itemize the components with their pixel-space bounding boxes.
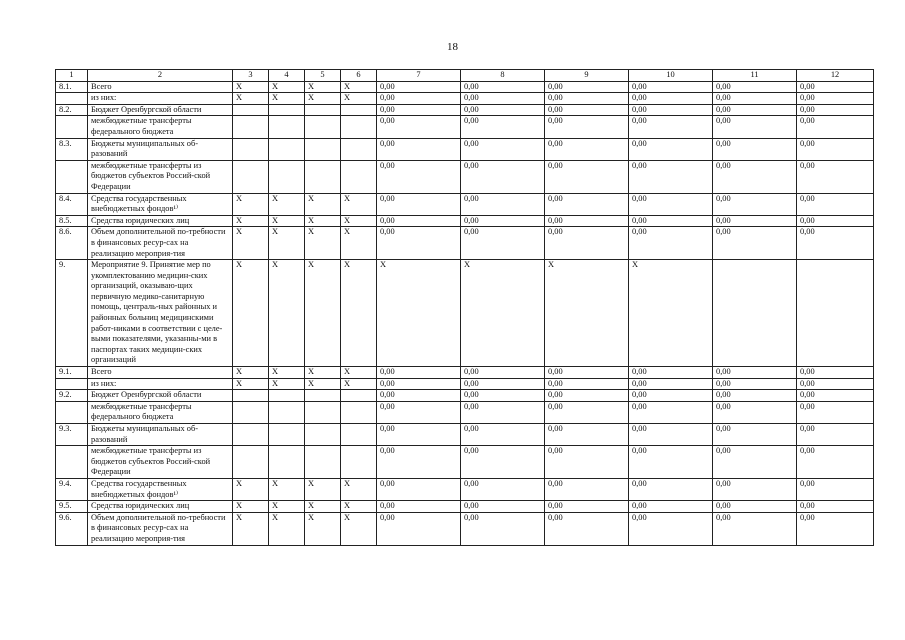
amount-cell: 0,00 (713, 512, 797, 545)
row-number-cell (56, 401, 88, 423)
row-label-cell: из них: (88, 378, 233, 390)
amount-cell: 0,00 (461, 116, 545, 138)
amount-cell: 0,00 (545, 401, 629, 423)
amount-cell: 0,00 (797, 390, 874, 402)
marker-cell: X (341, 81, 377, 93)
amount-cell: 0,00 (713, 378, 797, 390)
table-row (56, 215, 874, 227)
marker-cell: X (305, 81, 341, 93)
table-row (56, 390, 874, 402)
amount-cell: 0,00 (629, 93, 713, 105)
amount-cell: 0,00 (377, 215, 461, 227)
amount-cell: 0,00 (377, 193, 461, 215)
row-number-cell: 9.6. (56, 512, 88, 545)
amount-cell: 0,00 (545, 81, 629, 93)
row-label-cell: из них: (88, 93, 233, 105)
row-number-cell (56, 93, 88, 105)
marker-cell (341, 390, 377, 402)
amount-cell: 0,00 (461, 512, 545, 545)
amount-cell: 0,00 (713, 401, 797, 423)
marker-cell: X (269, 478, 305, 500)
amount-cell: 0,00 (713, 104, 797, 116)
amount-cell: 0,00 (545, 512, 629, 545)
row-number-cell: 9. (56, 260, 88, 367)
amount-cell: 0,00 (377, 138, 461, 160)
row-label-cell: межбюджетные трансферты из бюджетов субъектов Россий-ской Федерации (88, 446, 233, 479)
row-number-cell: 9.1. (56, 367, 88, 379)
amount-cell: 0,00 (461, 401, 545, 423)
amount-cell: 0,00 (713, 227, 797, 260)
marker-cell: X (269, 378, 305, 390)
amount-cell: 0,00 (377, 367, 461, 379)
amount-cell: 0,00 (797, 227, 874, 260)
marker-cell: X (233, 512, 269, 545)
marker-cell (305, 116, 341, 138)
amount-cell: 0,00 (629, 401, 713, 423)
amount-cell: 0,00 (545, 478, 629, 500)
amount-cell: 0,00 (461, 446, 545, 479)
amount-cell: 0,00 (629, 478, 713, 500)
row-label-cell: межбюджетные трансферты из бюджетов субъектов Россий-ской Федерации (88, 160, 233, 193)
amount-cell: 0,00 (629, 378, 713, 390)
amount-cell: 0,00 (629, 116, 713, 138)
row-number-cell: 8.4. (56, 193, 88, 215)
row-label-cell: Мероприятие 9. Принятие мер по укомплектованию медицин-ских организаций, оказываю-щих первичную медико-санитарную помощь, централь-ных районных и районных больниц медицинскими работ-никами в соответствии с целе-выми показателями, указанны-ми в паспортах таких медицин-ских организаций (88, 260, 233, 367)
amount-cell: X (377, 260, 461, 367)
amount-cell: 0,00 (545, 193, 629, 215)
marker-cell: X (269, 260, 305, 367)
table-row (56, 160, 874, 193)
marker-cell (341, 138, 377, 160)
amount-cell: 0,00 (545, 378, 629, 390)
row-label-cell: Бюджеты муниципальных об-разований (88, 424, 233, 446)
marker-cell: X (305, 215, 341, 227)
amount-cell: 0,00 (545, 424, 629, 446)
column-number: 11 (713, 70, 797, 82)
marker-cell (305, 160, 341, 193)
amount-cell: 0,00 (377, 390, 461, 402)
table-body (56, 70, 874, 546)
marker-cell (341, 446, 377, 479)
row-number-cell: 9.5. (56, 501, 88, 513)
marker-cell: X (269, 512, 305, 545)
marker-cell: X (305, 478, 341, 500)
amount-cell: 0,00 (461, 227, 545, 260)
amount-cell: 0,00 (461, 424, 545, 446)
column-number: 8 (461, 70, 545, 82)
marker-cell (269, 160, 305, 193)
amount-cell: 0,00 (461, 93, 545, 105)
marker-cell (233, 116, 269, 138)
marker-cell (269, 446, 305, 479)
table-row (56, 193, 874, 215)
amount-cell: 0,00 (797, 424, 874, 446)
row-label-cell: межбюджетные трансферты федерального бюджета (88, 116, 233, 138)
row-label-cell: Средства юридических лиц (88, 501, 233, 513)
marker-cell: X (269, 81, 305, 93)
amount-cell: 0,00 (461, 81, 545, 93)
marker-cell: X (341, 227, 377, 260)
amount-cell: 0,00 (797, 478, 874, 500)
marker-cell (233, 104, 269, 116)
amount-cell: 0,00 (461, 367, 545, 379)
table-row (56, 227, 874, 260)
amount-cell: 0,00 (629, 81, 713, 93)
row-number-cell: 8.2. (56, 104, 88, 116)
row-number-cell (56, 116, 88, 138)
marker-cell: X (341, 501, 377, 513)
amount-cell: 0,00 (629, 501, 713, 513)
marker-cell (269, 104, 305, 116)
marker-cell: X (341, 378, 377, 390)
amount-cell: 0,00 (797, 116, 874, 138)
column-number-row (56, 70, 874, 82)
amount-cell: 0,00 (629, 104, 713, 116)
marker-cell (269, 401, 305, 423)
page-number: 18 (447, 41, 458, 53)
amount-cell: 0,00 (797, 138, 874, 160)
amount-cell: 0,00 (713, 367, 797, 379)
marker-cell: X (233, 227, 269, 260)
table-row (56, 81, 874, 93)
marker-cell (341, 104, 377, 116)
table-row (56, 512, 874, 545)
marker-cell (269, 138, 305, 160)
marker-cell: X (269, 227, 305, 260)
marker-cell (269, 390, 305, 402)
amount-cell: 0,00 (545, 227, 629, 260)
marker-cell: X (269, 215, 305, 227)
marker-cell (269, 424, 305, 446)
amount-cell: 0,00 (797, 160, 874, 193)
marker-cell: X (341, 367, 377, 379)
marker-cell (305, 138, 341, 160)
amount-cell: 0,00 (713, 81, 797, 93)
marker-cell: X (341, 215, 377, 227)
column-number: 5 (305, 70, 341, 82)
amount-cell: 0,00 (377, 116, 461, 138)
marker-cell (341, 401, 377, 423)
marker-cell: X (233, 260, 269, 367)
marker-cell (233, 401, 269, 423)
amount-cell: 0,00 (713, 116, 797, 138)
marker-cell: X (233, 478, 269, 500)
amount-cell: 0,00 (713, 160, 797, 193)
amount-cell: 0,00 (713, 390, 797, 402)
marker-cell: X (233, 501, 269, 513)
row-number-cell: 8.3. (56, 138, 88, 160)
row-label-cell: межбюджетные трансферты федерального бюджета (88, 401, 233, 423)
marker-cell: X (341, 478, 377, 500)
marker-cell: X (233, 81, 269, 93)
amount-cell: 0,00 (377, 512, 461, 545)
row-label-cell: Средства юридических лиц (88, 215, 233, 227)
amount-cell: 0,00 (629, 160, 713, 193)
amount-cell: 0,00 (797, 93, 874, 105)
marker-cell (305, 424, 341, 446)
table-row (56, 478, 874, 500)
column-number: 9 (545, 70, 629, 82)
marker-cell (269, 116, 305, 138)
row-number-cell: 9.3. (56, 424, 88, 446)
marker-cell (233, 446, 269, 479)
amount-cell: 0,00 (461, 390, 545, 402)
amount-cell: 0,00 (377, 227, 461, 260)
amount-cell: 0,00 (713, 446, 797, 479)
row-number-cell: 8.1. (56, 81, 88, 93)
amount-cell: 0,00 (461, 160, 545, 193)
table-row (56, 446, 874, 479)
amount-cell: 0,00 (545, 390, 629, 402)
amount-cell: 0,00 (545, 446, 629, 479)
amount-cell: 0,00 (713, 424, 797, 446)
marker-cell (233, 424, 269, 446)
amount-cell: X (545, 260, 629, 367)
row-label-cell: Всего (88, 81, 233, 93)
column-number: 6 (341, 70, 377, 82)
amount-cell: 0,00 (797, 446, 874, 479)
amount-cell: 0,00 (713, 215, 797, 227)
marker-cell: X (341, 193, 377, 215)
row-label-cell: Бюджет Оренбургской области (88, 390, 233, 402)
column-number: 10 (629, 70, 713, 82)
row-number-cell: 8.6. (56, 227, 88, 260)
amount-cell: 0,00 (629, 424, 713, 446)
amount-cell: 0,00 (797, 401, 874, 423)
marker-cell: X (269, 193, 305, 215)
column-number: 7 (377, 70, 461, 82)
amount-cell: 0,00 (629, 446, 713, 479)
amount-cell: 0,00 (461, 138, 545, 160)
marker-cell: X (233, 193, 269, 215)
marker-cell: X (233, 215, 269, 227)
marker-cell (305, 390, 341, 402)
amount-cell: 0,00 (377, 446, 461, 479)
amount-cell: 0,00 (629, 390, 713, 402)
amount-cell: 0,00 (797, 367, 874, 379)
amount-cell: 0,00 (797, 81, 874, 93)
amount-cell: 0,00 (461, 104, 545, 116)
marker-cell: X (305, 512, 341, 545)
column-number: 1 (56, 70, 88, 82)
amount-cell: 0,00 (797, 512, 874, 545)
marker-cell (233, 390, 269, 402)
table-row (56, 260, 874, 367)
amount-cell: 0,00 (545, 215, 629, 227)
marker-cell: X (341, 93, 377, 105)
marker-cell: X (233, 367, 269, 379)
amount-cell: 0,00 (797, 104, 874, 116)
marker-cell: X (269, 501, 305, 513)
amount-cell: 0,00 (629, 367, 713, 379)
amount-cell: 0,00 (377, 160, 461, 193)
budget-table (55, 69, 874, 546)
marker-cell: X (341, 260, 377, 367)
amount-cell: 0,00 (545, 104, 629, 116)
row-label-cell: Средства государственных внебюджетных фондов¹⁾ (88, 193, 233, 215)
row-label-cell: Средства государственных внебюджетных фондов¹⁾ (88, 478, 233, 500)
marker-cell: X (233, 378, 269, 390)
row-label-cell: Всего (88, 367, 233, 379)
amount-cell: 0,00 (461, 193, 545, 215)
row-number-cell (56, 378, 88, 390)
row-number-cell: 9.4. (56, 478, 88, 500)
marker-cell: X (305, 93, 341, 105)
row-number-cell (56, 446, 88, 479)
amount-cell: 0,00 (797, 215, 874, 227)
table-row (56, 116, 874, 138)
row-label-cell: Объем дополнительной по-требности в финансовых ресур-сах на реализацию мероприя-тия (88, 512, 233, 545)
amount-cell: 0,00 (377, 104, 461, 116)
marker-cell: X (305, 501, 341, 513)
row-number-cell: 8.5. (56, 215, 88, 227)
amount-cell: X (461, 260, 545, 367)
marker-cell: X (305, 193, 341, 215)
column-number: 12 (797, 70, 874, 82)
amount-cell: 0,00 (797, 501, 874, 513)
marker-cell: X (269, 93, 305, 105)
marker-cell (305, 401, 341, 423)
row-number-cell (56, 160, 88, 193)
column-number: 3 (233, 70, 269, 82)
table-row (56, 424, 874, 446)
table-row (56, 401, 874, 423)
amount-cell: 0,00 (629, 193, 713, 215)
amount-cell: 0,00 (461, 501, 545, 513)
amount-cell: 0,00 (545, 93, 629, 105)
marker-cell (341, 116, 377, 138)
amount-cell: 0,00 (377, 401, 461, 423)
amount-cell (797, 260, 874, 367)
amount-cell: 0,00 (377, 501, 461, 513)
row-label-cell: Объем дополнительной по-требности в финансовых ресур-сах на реализацию мероприя-тия (88, 227, 233, 260)
amount-cell: 0,00 (713, 138, 797, 160)
amount-cell: 0,00 (377, 81, 461, 93)
table-row (56, 104, 874, 116)
amount-cell: 0,00 (545, 138, 629, 160)
marker-cell: X (341, 512, 377, 545)
amount-cell: 0,00 (545, 160, 629, 193)
column-number: 4 (269, 70, 305, 82)
amount-cell: 0,00 (713, 478, 797, 500)
amount-cell: 0,00 (713, 193, 797, 215)
row-label-cell: Бюджеты муниципальных об-разований (88, 138, 233, 160)
marker-cell (233, 138, 269, 160)
marker-cell (305, 446, 341, 479)
table-row (56, 501, 874, 513)
amount-cell: 0,00 (629, 227, 713, 260)
amount-cell: 0,00 (629, 512, 713, 545)
amount-cell (713, 260, 797, 367)
table-row (56, 367, 874, 379)
amount-cell: 0,00 (461, 215, 545, 227)
amount-cell: 0,00 (629, 215, 713, 227)
amount-cell: 0,00 (377, 424, 461, 446)
marker-cell (341, 160, 377, 193)
marker-cell: X (269, 367, 305, 379)
column-number: 2 (88, 70, 233, 82)
amount-cell: 0,00 (377, 478, 461, 500)
amount-cell: 0,00 (797, 378, 874, 390)
amount-cell: 0,00 (545, 116, 629, 138)
amount-cell: 0,00 (545, 367, 629, 379)
marker-cell: X (305, 227, 341, 260)
marker-cell (341, 424, 377, 446)
marker-cell: X (305, 378, 341, 390)
row-label-cell: Бюджет Оренбургской области (88, 104, 233, 116)
amount-cell: 0,00 (545, 501, 629, 513)
amount-cell: 0,00 (461, 378, 545, 390)
row-number-cell: 9.2. (56, 390, 88, 402)
table-row (56, 93, 874, 105)
marker-cell: X (233, 93, 269, 105)
table-row (56, 138, 874, 160)
amount-cell: 0,00 (713, 501, 797, 513)
amount-cell: 0,00 (629, 138, 713, 160)
marker-cell: X (305, 260, 341, 367)
marker-cell: X (305, 367, 341, 379)
amount-cell: 0,00 (461, 478, 545, 500)
amount-cell: 0,00 (377, 378, 461, 390)
amount-cell: 0,00 (377, 93, 461, 105)
marker-cell (233, 160, 269, 193)
marker-cell (305, 104, 341, 116)
amount-cell: X (629, 260, 713, 367)
table-row (56, 378, 874, 390)
amount-cell: 0,00 (797, 193, 874, 215)
amount-cell: 0,00 (713, 93, 797, 105)
